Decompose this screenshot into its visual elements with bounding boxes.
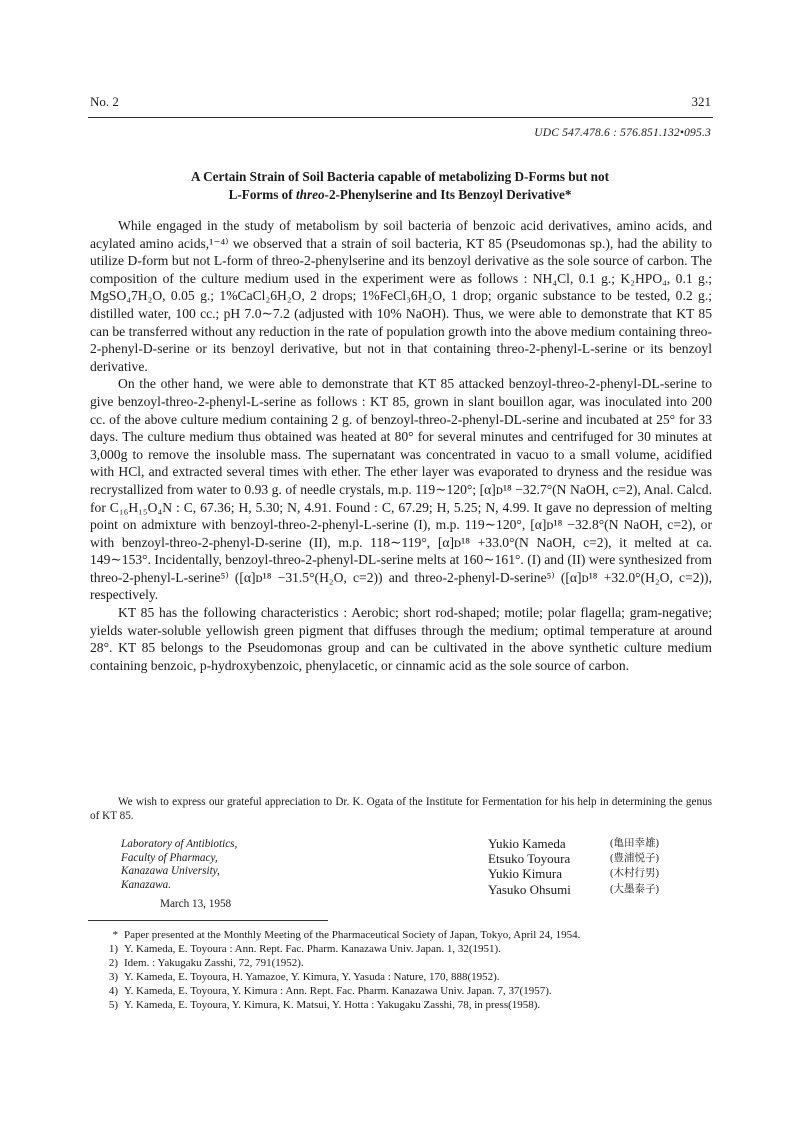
affiliation-line: Laboratory of Antibiotics, — [121, 838, 238, 850]
paragraph-2: On the other hand, we were able to demonstrate that KT 85 attacked benzoyl-threo-2-phenyl-DL-serine to give benzoyl-threo-2-phenyl-L-serine as follows : KT 85, grown in slant bouillon agar, was inoculated into 200 cc. of the above culture medium containing 2 g. of benzoyl-threo-2-phenyl-DL-serine and incubated at 25° for 33 days. The culture medium thus obtained was heated at 80° for several minutes and centrifuged for 30 minutes at 3,000g to remove the insoluble mass. The supernatant was concentrated in vacuo to a small volume, acidified with HCl, and extracted several times with ether. The ether layer was evaporated to dryness and the residue was recrystallized from water to 0.93 g. of needle crystals, m.p. 119∼120°; [α]ᴅ¹⁸ −32.7°(N NaOH, c=2), Anal. Calcd. for C₁₆H₁₅O₄N : C, 67.36; H, 5.30; N, 4.91. Found : C, 67.29; H, 5.25; N, 4.99. It gave no depression of melting point on admixture with benzoyl-threo-2-phenyl-L-serine (I), m.p. 119∼120°, [α]ᴅ¹⁸ −32.8°(N NaOH, c=2), or with benzoyl-threo-2-phenyl-D-serine (II), m.p. 118∼119°, [α]ᴅ¹⁸ +33.0°(N NaOH, c=2), it melted at ca. 149∼153°. Incidentally, benzoyl-threo-2-phenyl-DL-serine melts at 160∼161°. (I) and (II) were synthesized from threo-2-phenyl-L-serine⁵⁾ ([α]ᴅ¹⁸ −31.5°(H₂O, c=2)) and threo-2-phenyl-D-serine⁵⁾ ([α]ᴅ¹⁸ +32.0°(H₂O, c=2)), respectively. — [90, 376, 712, 603]
article-body — [90, 217, 712, 674]
affiliation-line: Kanazawa University, — [121, 865, 220, 878]
paragraph-1: While engaged in the study of metabolism by soil bacteria of benzoic acid derivatives, amino acids, and acylated amino acids,¹⁻⁴⁾ we observed that a strain of soil bacteria, KT 85 (Pseudomonas sp.), had the ability to utilize D-form but not L-form of threo-2-phenylserine and its benzoyl derivative as the sole source of carbon. The composition of the culture medium used in the experiment were as follows : NH₄Cl, 0.1 g.; K₂HPO₄, 0.1 g.; MgSO₄7H₂O, 0.05 g.; 1%CaCl₂6H₂O, 2 drops; 1%FeCl₃6H₂O, 1 drop; organic substance to be tested, 0.2 g.; distilled water, 100 cc.; pH 7.0∼7.2 (adjusted with 10% NaOH). Thus, we were able to demonstrate that KT 85 can be transferred without any reduction in the rate of population growth into the above medium containing threo-2-phenyl-D-serine or its benzoyl derivative, but not in that containing threo-2-phenyl-L-serine or its benzoyl derivative. — [90, 218, 712, 374]
page-number: 321 — [691, 94, 711, 109]
author-list — [488, 836, 659, 897]
footnote: 5) Y. Kameda, E. Toyoura, Y. Kimura, K. Matsui, Y. Hotta : Yakugaku Zasshi, 78, in press(1958). — [108, 999, 541, 1011]
footnote: 3) Y. Kameda, E. Toyoura, H. Yamazoe, Y. Kimura, Y. Yasuda : Nature, 170, 888(1952). — [108, 971, 500, 983]
title-line-1: A Certain Strain of Soil Bacteria capable of metabolizing D-Forms but not — [191, 169, 609, 184]
author: Yukio Kimura (木村行男) — [488, 866, 659, 882]
footnote: * Paper presented at the Monthly Meeting of the Pharmaceutical Society of Japan, Tokyo, April 24, 1954. — [112, 929, 581, 941]
header-rule — [88, 117, 713, 118]
affiliation-line: Faculty of Pharmacy, — [121, 851, 218, 864]
acknowledgement: We wish to express our grateful appreciation to Dr. K. Ogata of the Institute for Fermentation for his help in determining the genus of KT 85. — [90, 796, 712, 823]
footnote: 2) Idem. : Yakugaku Zasshi, 72, 791(1952). — [108, 957, 304, 969]
author: Etsuko Toyoura (豊浦悦子) — [488, 851, 659, 867]
article-title — [95, 168, 705, 204]
affiliation — [121, 838, 237, 892]
author: Yukio Kameda (亀田幸雄) — [488, 836, 659, 851]
footnote-rule — [88, 920, 328, 921]
received-date: March 13, 1958 — [160, 898, 232, 910]
paragraph-3: KT 85 has the following characteristics : Aerobic; short rod-shaped; motile; polar flagella; gram-negative; yields water-soluble yellowish green pigment that diffuses through the medium; optimal temperature at around 28°. KT 85 belongs to the Pseudomonas group and can be cultivated in the above synthetic culture medium containing benzoic, p-hydroxybenzoic, phenylacetic, or cinnamic acid as the sole source of carbon. — [90, 605, 712, 673]
issue-number: No. 2 — [90, 94, 119, 109]
title-line-2: L-Forms of threo-2-Phenylserine and Its Benzoyl Derivative* — [228, 187, 572, 202]
author: Yasuko Ohsumi (大墨泰子) — [488, 881, 659, 897]
footnote: 1) Y. Kameda, E. Toyoura : Ann. Rept. Fac. Pharm. Kanazawa Univ. Japan. 1, 32(1951). — [108, 943, 501, 955]
udc-classification: UDC 547.478.6 : 576.851.132•095.3 — [534, 127, 711, 139]
affiliation-line: Kanazawa. — [121, 878, 172, 891]
footnote: 4) Y. Kameda, E. Toyoura, Y. Kimura : Ann. Rept. Fac. Pharm. Kanazawa Univ. Japan. 7, 37(1957). — [108, 985, 552, 997]
footnotes — [90, 928, 714, 1012]
